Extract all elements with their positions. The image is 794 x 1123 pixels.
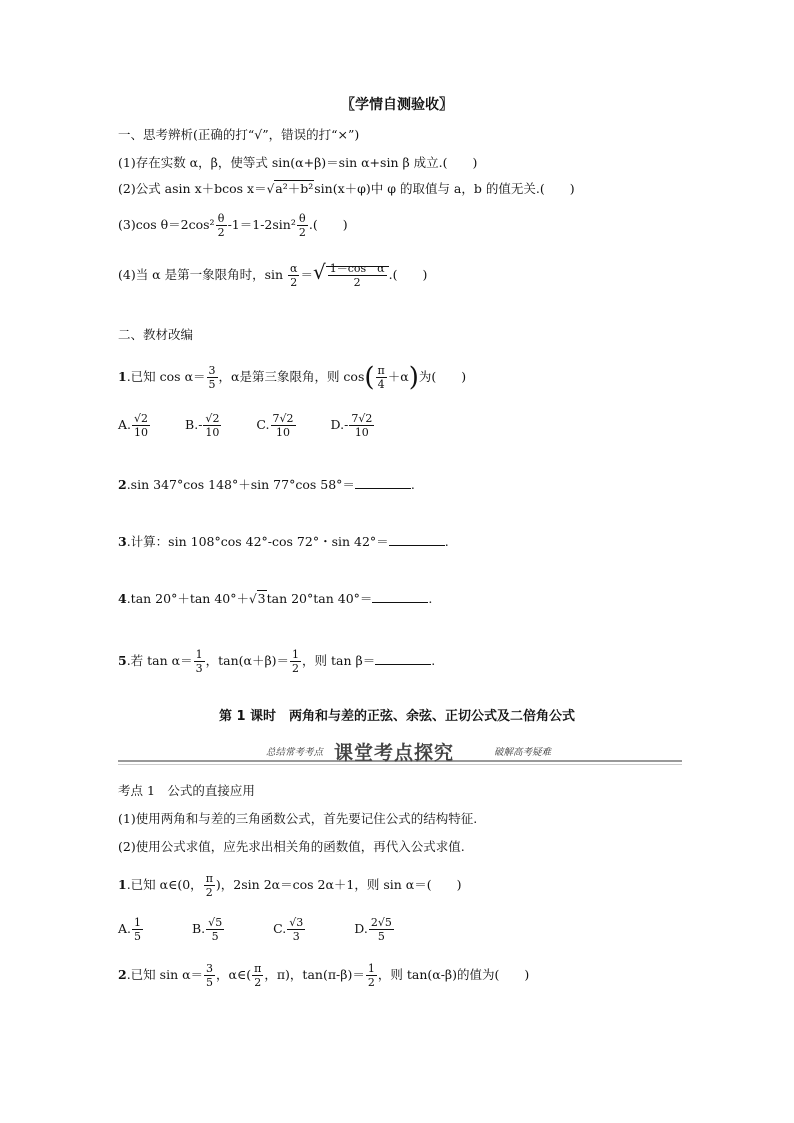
- left-paren-icon: (: [364, 362, 375, 393]
- option-a[interactable]: A. $\frac{√2}{10}$: [118, 412, 149, 439]
- kaodian-heading: 考点 1 公式的直接应用: [118, 783, 255, 798]
- part1-heading: 一、思考辨析(正确的打“√”，错误的打“×”): [118, 127, 360, 142]
- right-paren-icon: ): [408, 362, 419, 393]
- option-a[interactable]: A. $\frac{1}{5}$: [118, 916, 142, 943]
- kaodian-q1-options: [118, 916, 425, 943]
- banner-title: 课堂考点探究: [334, 742, 455, 764]
- option-c[interactable]: C. $\frac{7√2}{10}$: [256, 412, 294, 439]
- part2-q5: 5.若 tan α＝ $\frac{1}{3}$ ，tan(α＋β)＝ $\frac{1}{2}$ ，则 tan β＝ .: [118, 648, 436, 675]
- kaodian-q2: 2.已知 sin α＝ $\frac{3}{5}$ ，α∈( $\frac{\pi}{2}$ ，π)，tan(π-β)＝ $\frac{1}{2}$ ，则 tan(α-β)的值为( ): [118, 962, 530, 989]
- part1-item-1: (1)存在实数 α，β，使等式 sin(α+β)＝sin α+sin β 成立.( ): [118, 155, 478, 170]
- option-b[interactable]: B.- $\frac{√2}{10}$: [185, 412, 220, 439]
- answer-blank[interactable]: [389, 533, 445, 546]
- answer-blank[interactable]: [355, 476, 411, 489]
- option-d[interactable]: D.- $\frac{7√2}{10}$: [330, 412, 373, 439]
- option-c[interactable]: C. $\frac{√3}{3}$: [273, 916, 304, 943]
- sqrt-radicand: [326, 262, 389, 289]
- banner-right-text: 破解高考疑难: [494, 747, 552, 758]
- kaodian-note-2: (2)使用公式求值，应先求出相关角的函数值，再代入公式求值.: [118, 839, 465, 854]
- part2-heading: 二、教材改编: [118, 327, 194, 342]
- answer-blank[interactable]: [372, 590, 428, 603]
- part2-q2: 2.sin 347°cos 148°＋sin 77°cos 58°＝ .: [118, 477, 415, 492]
- kaodian-note-1: (1)使用两角和与差的三角函数公式，首先要记住公式的结构特征.: [118, 811, 478, 826]
- option-b[interactable]: B. $\frac{√5}{5}$: [192, 916, 223, 943]
- part1-item-4: (4)当 α 是第一象限角时，sin $\frac{\alpha}{2}$ ＝√ $\frac{\text{1－cos α}}{2}$ .( ): [118, 260, 428, 289]
- part2-q3: 3.计算：sin 108°cos 42°-cos 72°・sin 42°＝ .: [118, 534, 449, 549]
- part2-q4: 4.tan 20°＋tan 40°＋√3tan 20°tan 40°＝ .: [118, 591, 433, 606]
- banner-left-text: 总结常考考点: [266, 747, 324, 758]
- part1-item-3: (3)cos θ＝2cos² $\frac{\theta}{2}$ -1＝1-2sin² $\frac{\theta}{2}$ .( ): [118, 212, 348, 239]
- fraction: $\frac{\theta}{2}$: [217, 212, 225, 239]
- option-d[interactable]: D. $\frac{2√5}{5}$: [354, 916, 392, 943]
- sqrt-icon: √: [249, 592, 257, 606]
- part2-q1-options: [118, 412, 405, 439]
- fraction: $\frac{\alpha}{2}$: [290, 262, 298, 289]
- answer-blank[interactable]: [375, 652, 431, 665]
- part1-item-2: (2)公式 asin x＋bcos x＝√a²＋b²sin(x＋φ)中 φ 的取值与 a，b 的值无关.( ): [118, 181, 575, 196]
- lesson-title: 第 1 课时 两角和与差的正弦、余弦、正切公式及二倍角公式: [218, 709, 576, 724]
- fraction: $\frac{3}{5}$: [208, 364, 216, 391]
- fraction: $\frac{\theta}{2}$: [298, 212, 306, 239]
- section-banner: [118, 738, 682, 766]
- sqrt-icon: √: [266, 182, 275, 196]
- fraction: $\frac{\pi}{4}$: [377, 364, 385, 391]
- kaodian-q1: 1.已知 α∈(0， $\frac{\pi}{2}$ )，2sin 2α＝cos 2α＋1，则 sin α＝( ): [118, 872, 462, 899]
- section-title: 〖学情自测验收〗: [341, 97, 453, 113]
- part2-q1: 1.已知 cos α＝ $\frac{3}{5}$ ，α是第三象限角，则 cos( $\frac{\pi}{4}$ ＋α)为( ): [118, 362, 467, 393]
- fraction: $\frac{\text{1－cos α}}{2}$: [329, 262, 385, 289]
- sqrt-icon: √: [312, 260, 326, 284]
